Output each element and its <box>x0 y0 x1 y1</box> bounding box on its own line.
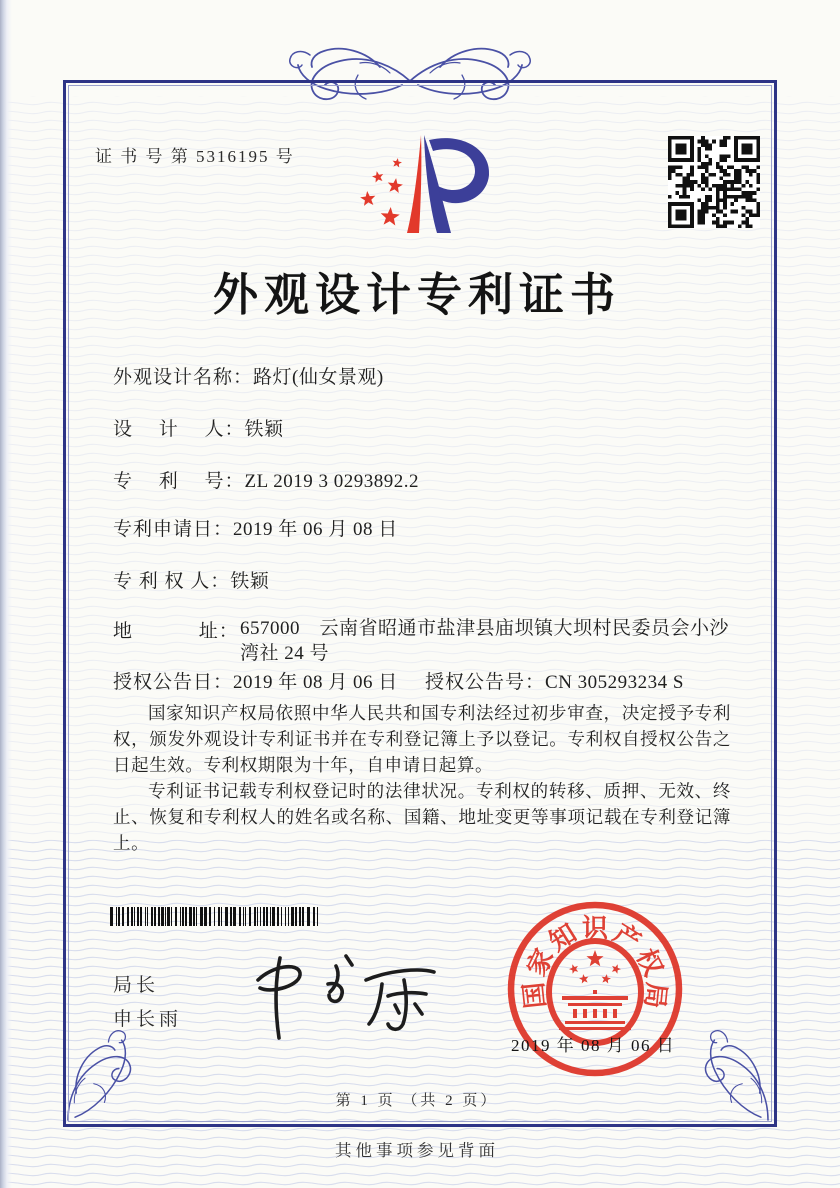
field-designer-label: 设 计 人： <box>113 419 245 440</box>
seal-date: 2019 年 08 月 06 日 <box>511 1036 676 1055</box>
field-design-name <box>113 362 733 389</box>
field-grant-number-value: CN 305293234 S <box>545 672 684 693</box>
page-number: 第 1 页 （共 2 页） <box>335 1093 499 1109</box>
cnipa-logo-red-cone <box>407 135 421 233</box>
field-grant-number-pair <box>425 667 684 694</box>
field-grant-date-pair <box>113 672 398 693</box>
field-design-name-value: 路灯(仙女景观) <box>253 367 384 388</box>
signer-title: 局长 <box>113 975 160 996</box>
svg-text:知: 知 <box>544 918 582 957</box>
barcode <box>110 907 318 926</box>
field-address-value: 657000 云南省昭通市盐津县庙坝镇大坝村民委员会小沙湾社 24 号 <box>240 618 730 664</box>
field-filing-date <box>113 514 733 541</box>
svg-text:权: 权 <box>630 944 669 981</box>
field-patent-number <box>113 466 733 493</box>
signer-name: 申长雨 <box>113 1009 183 1030</box>
field-patentee-label: 专 利 权 人： <box>113 571 231 592</box>
field-patent-number-value: ZL 2019 3 0293892.2 <box>244 471 420 492</box>
field-designer <box>113 414 733 441</box>
qr-code <box>668 136 760 228</box>
field-patentee <box>113 566 733 593</box>
field-grant-row <box>113 667 733 694</box>
field-grant-date-value: 2019 年 08 月 06 日 <box>233 672 398 693</box>
signature-shen-changyu <box>238 942 438 1042</box>
cnipa-logo <box>345 130 500 245</box>
field-address-label: 地 址： <box>113 621 239 642</box>
svg-text:产: 产 <box>608 918 646 957</box>
legal-paragraph-1: 国家知识产权局依照中华人民共和国专利法经过初步审查，决定授予专利权，颁发外观设计专利证书并在专利登记簿上予以登记。专利权自授权公告之日起生效。专利权期限为十年，自申请日起算。 <box>113 703 731 775</box>
scan-page-edge <box>0 0 12 1188</box>
legal-paragraphs <box>113 700 731 856</box>
field-designer-value: 铁颖 <box>244 419 284 440</box>
svg-text:识: 识 <box>581 914 609 943</box>
field-address <box>113 616 733 666</box>
certificate-title: 外观设计专利证书 <box>212 270 621 320</box>
field-grant-number-label: 授权公告号： <box>425 672 546 693</box>
certificate-number: 证 书 号 第 5316195 号 <box>95 147 295 166</box>
svg-text:家: 家 <box>521 944 560 981</box>
seal-national-emblem <box>549 941 641 1043</box>
svg-text:国: 国 <box>519 980 551 1010</box>
field-filing-date-value: 2019 年 06 月 08 日 <box>233 519 398 540</box>
field-filing-date-label: 专利申请日： <box>113 519 234 540</box>
field-patentee-value: 铁颖 <box>230 571 270 592</box>
field-design-name-label: 外观设计名称： <box>113 367 254 388</box>
back-side-note: 其他事项参见背面 <box>335 1141 499 1160</box>
cnipa-logo-stars <box>360 158 403 225</box>
svg-text:局: 局 <box>639 980 671 1010</box>
field-patent-number-label: 专 利 号： <box>113 471 245 492</box>
field-grant-date-label: 授权公告日： <box>113 672 234 693</box>
legal-paragraph-2: 专利证书记载专利权登记时的法律状况。专利权的转移、质押、无效、终止、恢复和专利权人的姓名或名称、国籍、地址变更等事项记载在专利登记簿上。 <box>113 781 731 853</box>
